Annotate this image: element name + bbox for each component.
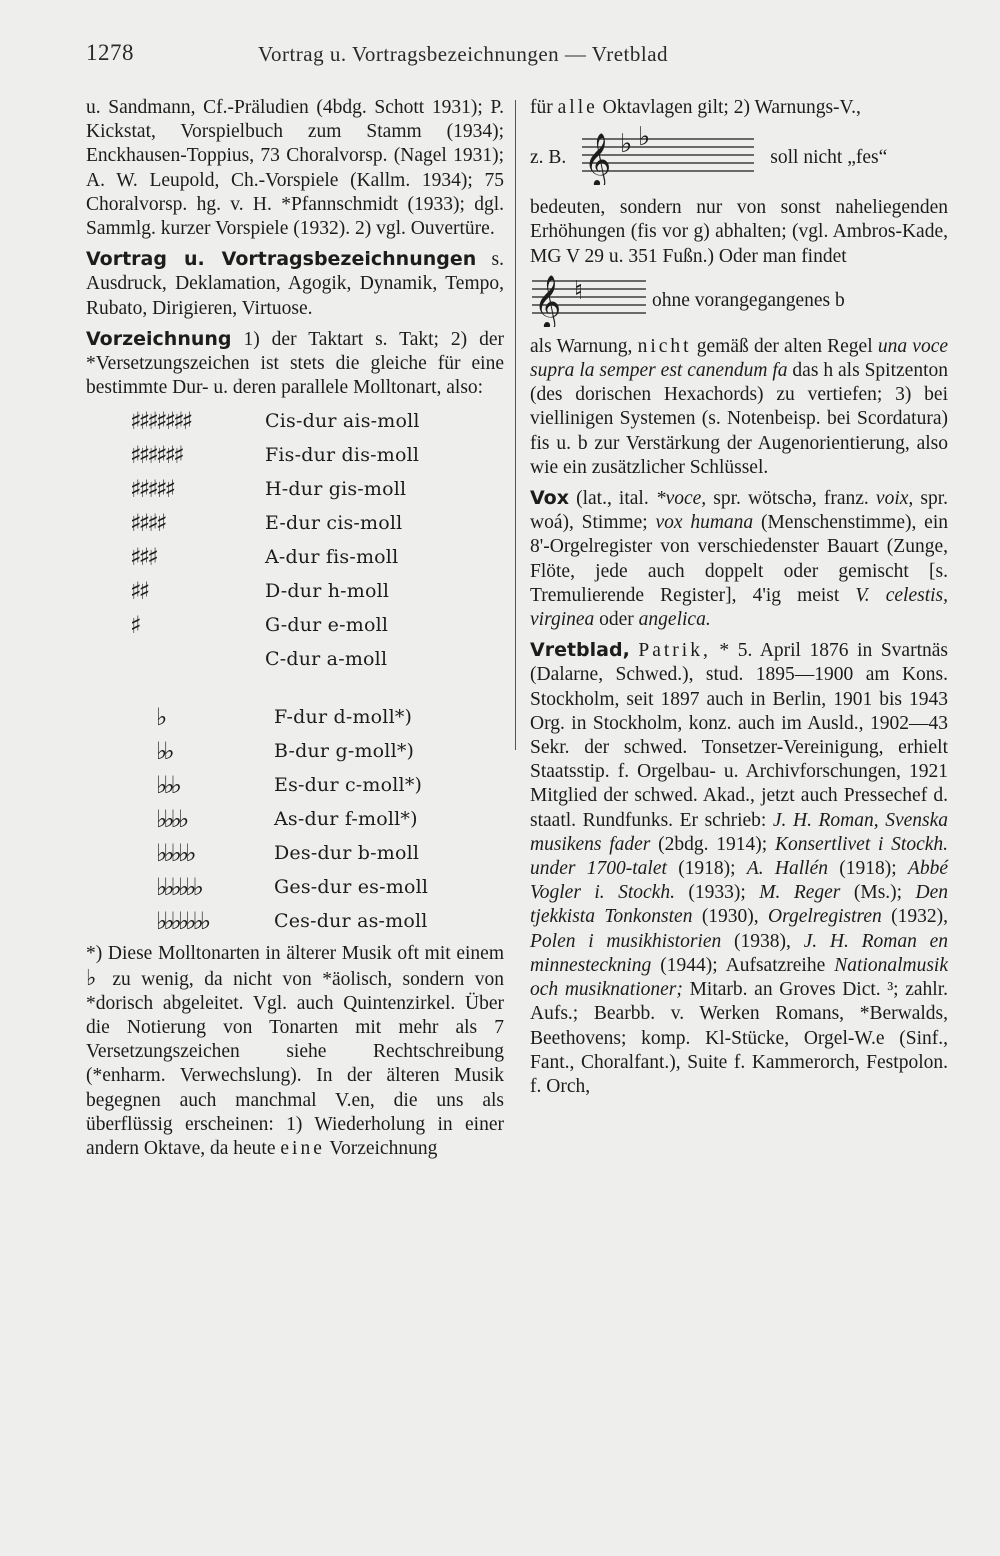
key-row [86,700,504,734]
key-name: F-dur d-moll*) [274,706,413,729]
key-row [86,870,504,904]
entry-vretblad: Vretblad, Patrik, * 5. April 1876 in Svartnäs (Dalarne, Schwed.), stud. 1895—1900 am Kons. Stockholm, seit 1897 auch in Berlin, 1901 bis 1943 Org. in Stockholm, konz. auch im Ausld., 1902—43 Sekr. der schwed. Tonsetzer-Vereinigung, erhielt Staatsstip. f. Orgelbau- u. Archivforschungen, 1921 Mitglied der schwed. Akad., jetzt auch Pressechef d. staatl. Rundfunks. Er schrieb: J. H. Roman, Svenska musikens fader (2bdg. 1914); Konsertlivet i Stockh. under 1700-talet (1918); A. Hallén (1918); Abbé Vogler i. Stockh. (1933); M. Reger (Ms.); Den tjekkista Tonkonsten (1930), Orgelregistren (1932), Polen i musikhistorien (1938), J. H. Roman en minnesteckning (1944); Aufsatzreihe Nationalmusik och musiknationer; Mitarb. an Groves Dict. ³; zahlr. Aufs.; Bearbb. v. Werken Romans, *Berwalds, Beethovens; komp. Kl-Stücke, Orgel-W.e (Sinf., Fant., Choralfant.), Suite f. Kammerorch, Festpolon. f. Orch, [530,639,949,1097]
key-row [86,438,504,472]
flat-signature-icon: ♭♭♭ [156,771,178,800]
svg-text:♮: ♮ [574,276,584,307]
left-column [86,96,504,1161]
sharp-signature-icon: ♯♯♯♯♯♯♯ [130,407,191,436]
sharp-signature-icon: ♯♯♯♯ [130,509,165,538]
flat-key-table [86,700,504,938]
entry-text: s. Ausdruck, Deklamation, Agogik, Dynamik, Tempo, Rubato, Dirigieren, Virtuose. [86,249,504,319]
key-row [86,540,504,574]
key-name: Des-dur b-moll [274,842,420,865]
page-number: 1278 [86,40,134,65]
flat-signature-icon: ♭♭♭♭ [156,805,186,834]
sharp-signature-icon: ♯ [130,611,139,640]
key-row [86,802,504,836]
paragraph: bedeuten, sondern nur von sonst naheliegenden Erhöhungen (fis vor g) abhalten; (vgl. Ambros-Kade, MG V 29 u. 351 Fußn.) Oder man findet [530,197,948,267]
page-header [86,40,762,66]
key-name: Ges-dur es-moll [274,876,429,899]
paragraph-continuation: für alle Oktavlagen gilt; 2) Warnungs-V., [530,97,861,118]
entry-vorzeichnung [86,327,504,401]
key-name: A-dur fis-moll [265,546,399,569]
paragraph: als Warnung, nicht gemäß der alten Regel una voce supra la semper est canendum fa das h als Spitzenton (des dorischen Hexachords) zu vertiefen; 3) bei viellinigen Systemen (s. Notenbeisp. bei Scordatura) fis u. b zur Verstärkung der Augenorientierung, also wie ein zusätzlicher Schlüssel. [530,335,949,478]
svg-text:𝄞: 𝄞 [584,131,612,185]
entry-headword: Vretblad, [530,639,630,662]
key-row [86,404,504,438]
sharp-signature-icon: ♯♯♯♯♯♯ [130,441,182,470]
right-column [530,96,948,1099]
entry-headword: Vortrag u. Vortragsbezeichnungen [86,248,477,271]
entry-vox: Vox (lat., ital. *voce, spr. wötschə, franz. voix, spr. woá), Stimme; vox humana (Menschenstimme), ein 8'-Orgelregister von verschiedenster Bauart (Zunge, Flöte, jede auch doppelt oder gemischt [s. Tremulierende Register], 4'ig meist V. celestis, virginea oder angelica. [530,487,949,631]
key-row [86,472,504,506]
example-caption: soll nicht „fes“ [770,147,888,169]
flat-signature-icon: ♭♭ [156,737,171,766]
svg-text:𝄞: 𝄞 [534,274,562,328]
key-name: Cis-dur ais-moll [265,410,420,433]
key-name: Fis-dur dis-moll [265,444,420,467]
treble-clef-staff-with-flat-icon [580,125,756,192]
key-row [86,642,504,676]
flat-signature-icon: ♭♭♭♭♭♭♭ [156,907,208,936]
sharp-key-table [86,404,504,676]
column-divider [515,100,516,750]
key-name: Ces-dur as-moll [274,910,428,933]
entry-headword: Vox [530,487,569,510]
key-name: H-dur gis-moll [265,478,407,501]
music-example-2 [530,269,948,333]
sharp-signature-icon: ♯♯♯ [130,543,156,572]
entry-vortrag [86,247,504,321]
music-example-1 [530,120,948,196]
footnote: *) Diese Molltonarten in älterer Musik oft mit einem ♭ zu wenig, da nicht von *äolisch, sondern von *dorisch abgeleitet. Vgl. auch Quintenzirkel. Über die Notierung von Tonarten mit mehr als 7 Versetzungszeichen siehe Rechtschreibung (*enharm. Verwechslung). In der älteren Musik begegnen auch manchmal V.en, die uns als überflüssig erscheinen: 1) Wiederholung in einer andern Oktave, da heute eine Vorzeichnung [86,943,504,1160]
entry-headword: Vorzeichnung [86,327,232,350]
key-name: G-dur e-moll [265,614,389,637]
running-title: Vortrag u. Vortragsbezeichnungen — Vretblad [258,42,669,66]
sharp-signature-icon: ♯♯♯♯♯ [130,475,174,504]
treble-clef-staff-with-natural-icon [530,267,648,334]
flat-icon: ♭ [86,965,102,991]
svg-text:♭: ♭ [620,128,633,159]
key-name: D-dur h-moll [265,580,390,603]
example-label: z. B. [530,147,567,169]
key-row [86,574,504,608]
flat-signature-icon: ♭♭♭♭♭♭ [156,873,200,902]
key-name: E-dur cis-moll [265,512,403,535]
paragraph-continuation: u. Sandmann, Cf.-Präludien (4bdg. Schott 1931); P. Kickstat, Vorspielbuch zum Stamm (1934); Enckhausen-Toppius, 73 Choralvorsp. (Nagel 1931); A. W. Leupold, Ch.-Vorspiele (Kallm. 1934); 75 Choralvorsp. hg. v. H. *Pfannschmidt (1933); dgl. Sammlg. kurzer Vorspiele (1932). 2) vgl. Ouvertüre. [86,97,504,240]
flat-signature-icon: ♭ [156,703,164,732]
svg-text:♭: ♭ [638,124,651,152]
sharp-signature-icon: ♯♯ [130,577,148,606]
key-row [86,904,504,938]
key-name: Es-dur c-moll*) [274,774,423,797]
key-row [86,608,504,642]
example-caption: ohne vorangegangenes b [652,289,845,311]
flat-signature-icon: ♭♭♭♭♭ [156,839,193,868]
key-name: As-dur f-moll*) [274,808,418,831]
key-row [86,506,504,540]
key-name: B-dur g-moll*) [274,740,415,763]
entry-text: 1) der Taktart s. Takt; 2) der *Versetzungszeichen ist stets die gleiche für eine bestimmte Dur- u. deren parallele Molltonart, also: [86,328,505,399]
key-name: C-dur a-moll [265,648,388,671]
key-row [86,836,504,870]
key-row [86,768,504,802]
key-row [86,734,504,768]
